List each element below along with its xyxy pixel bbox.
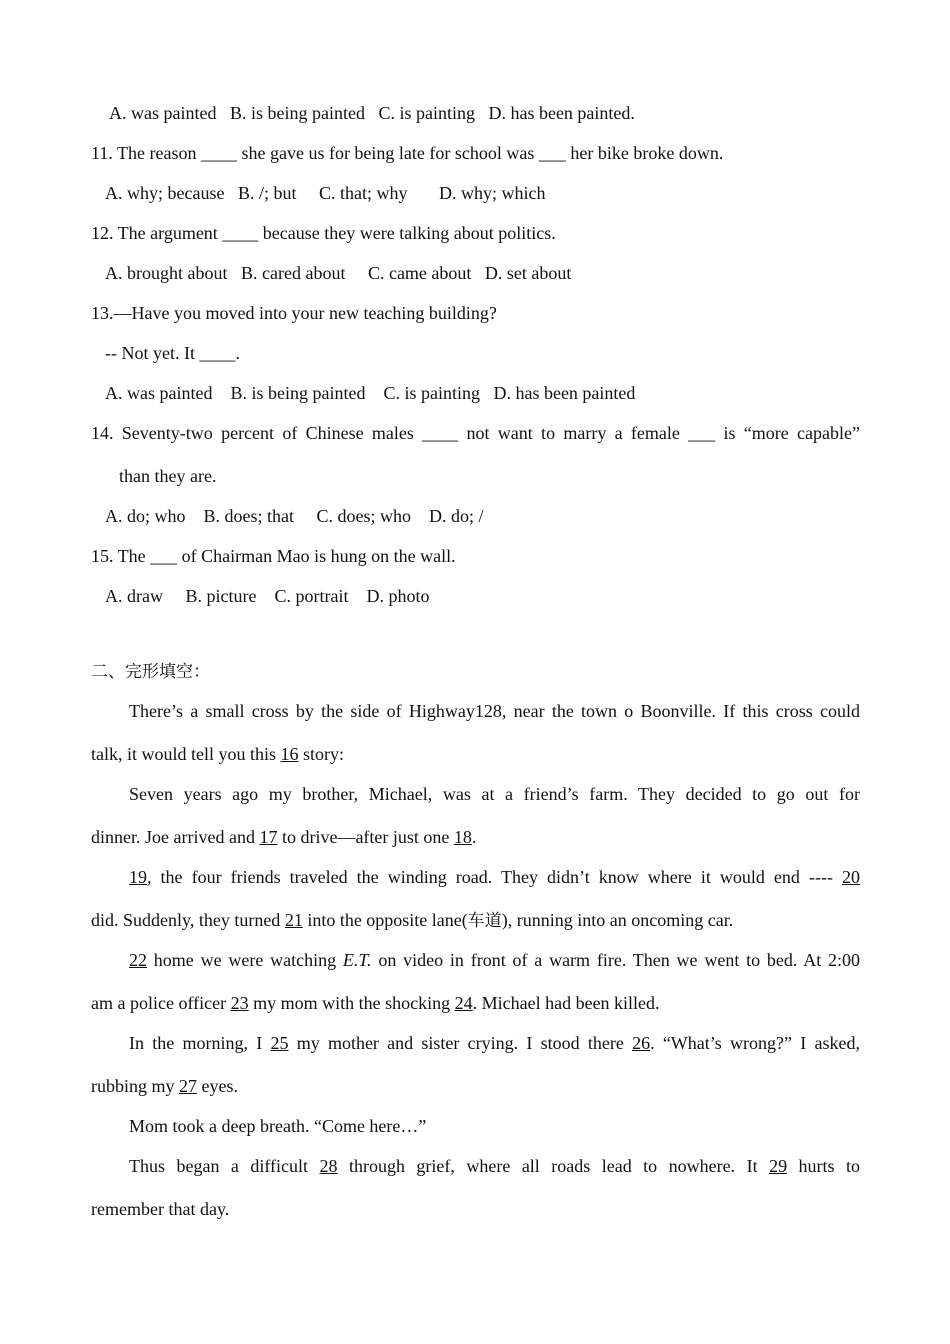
- passage-line: Thus began a difficult 28 through grief, where all roads lead to nowhere. It 29 hurts to: [129, 1156, 860, 1176]
- section-title: 二、完形填空：: [91, 662, 210, 682]
- q14-stem-continued: than they are.: [119, 466, 217, 486]
- q14-stem: 14. Seventy-two percent of Chinese males ____ not want to marry a female ___ is “more capable”: [91, 423, 860, 443]
- passage-line: remember that day.: [91, 1199, 230, 1219]
- blank-20: 20: [842, 867, 860, 887]
- blank-26: 26: [632, 1033, 651, 1053]
- passage-line: talk, it would tell you this 16 story:: [91, 744, 345, 764]
- blank-24: 24: [454, 993, 473, 1013]
- blank-16: 16: [280, 744, 299, 764]
- blank-18: 18: [453, 827, 472, 847]
- q12-stem: 12. The argument ____ because they were talking about politics.: [91, 223, 556, 243]
- passage-line: There’s a small cross by the side of Highway128, near the town o Boonville. If this cross could: [129, 701, 860, 721]
- passage-line: am a police officer 23 my mom with the shocking 24. Michael had been killed.: [91, 993, 660, 1013]
- blank-28: 28: [319, 1156, 338, 1176]
- blank-27: 27: [179, 1076, 197, 1096]
- passage-line: 22 home we were watching E.T. on video in front of a warm fire. Then we went to bed. At 2:00: [129, 950, 860, 970]
- blank-29: 29: [769, 1156, 788, 1176]
- q15-stem: 15. The ___ of Chairman Mao is hung on the wall.: [91, 546, 456, 566]
- blank-21: 21: [284, 910, 303, 930]
- q13-stem: 13.—Have you moved into your new teaching building?: [91, 303, 497, 323]
- passage-line: 19, the four friends traveled the winding road. They didn’t know where it would end ---- 20: [129, 867, 860, 887]
- q10-options: A. was painted B. is being painted C. is painting D. has been painted.: [109, 103, 635, 123]
- passage-line: dinner. Joe arrived and 17 to drive—after just one 18.: [91, 827, 477, 847]
- q13-reply: -- Not yet. It ____.: [105, 343, 240, 363]
- passage-line: rubbing my 27 eyes.: [91, 1076, 238, 1096]
- blank-25: 25: [270, 1033, 289, 1053]
- blank-17: 17: [259, 827, 278, 847]
- q11-options: A. why; because B. /; but C. that; why D. why; which: [105, 183, 546, 203]
- q15-options: A. draw B. picture C. portrait D. photo: [105, 586, 430, 606]
- passage-line: In the morning, I 25 my mother and sister crying. I stood there 26. “What’s wrong?” I asked,: [129, 1033, 860, 1053]
- passage-line: Mom took a deep breath. “Come here…”: [129, 1116, 427, 1136]
- q13-options: A. was painted B. is being painted C. is painting D. has been painted: [105, 383, 636, 403]
- blank-19: 19: [129, 867, 147, 887]
- blank-23: 23: [230, 993, 249, 1013]
- passage-line: did. Suddenly, they turned 21 into the opposite lane(车道), running into an oncoming car.: [91, 910, 734, 931]
- q12-options: A. brought about B. cared about C. came about D. set about: [105, 263, 572, 283]
- blank-22: 22: [129, 950, 147, 970]
- q14-options: A. do; who B. does; that C. does; who D. do; /: [105, 506, 484, 526]
- q11-stem: 11. The reason ____ she gave us for being late for school was ___ her bike broke down.: [91, 143, 724, 163]
- passage-line: Seven years ago my brother, Michael, was at a friend’s farm. They decided to go out for: [129, 784, 860, 804]
